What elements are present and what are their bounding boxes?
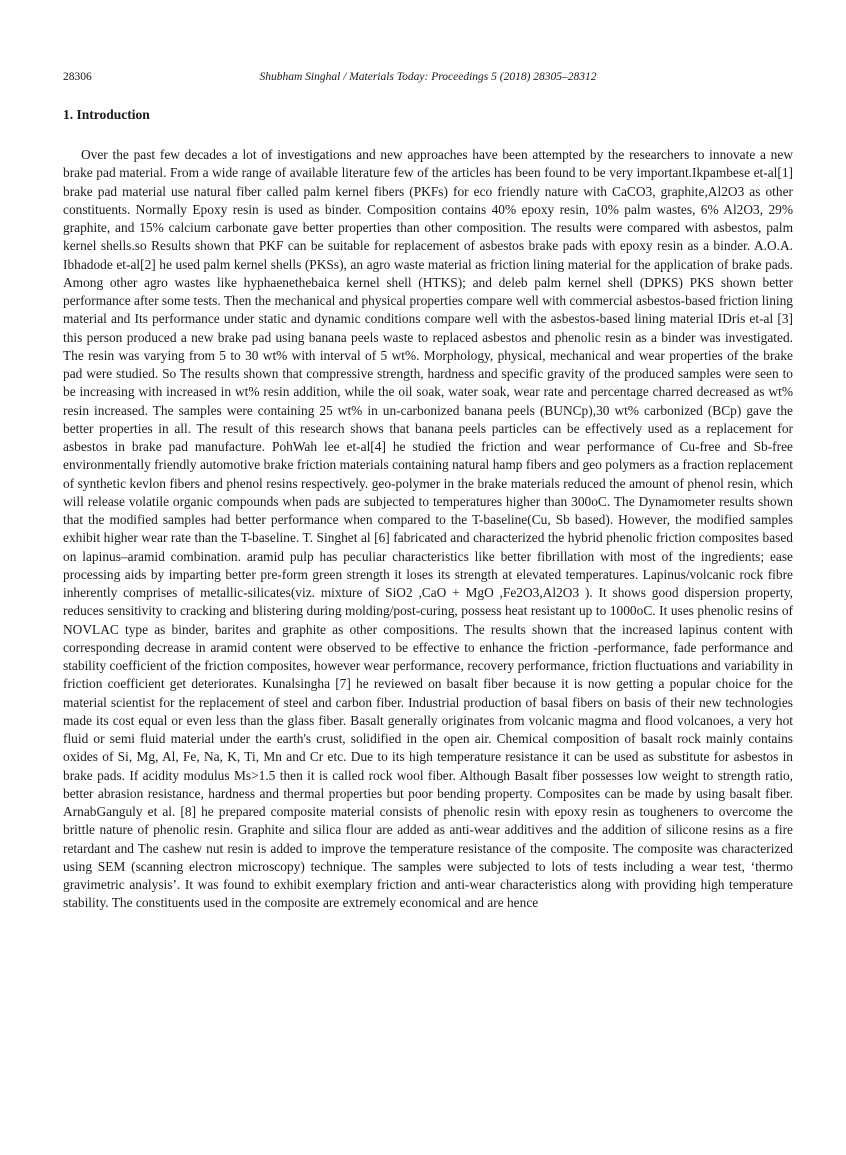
body-paragraph: Over the past few decades a lot of investigations and new approaches have been attempted by the researchers to innovate a new brake pad material. From a wide range of available literature few of the articles has been found to be very important.Ikpambese et-al[1] brake pad material use natural fiber called palm kernel fibers (PKFs) for eco friendly nature with CaCO3, graphite,Al2O3 as other constituents. Normally Epoxy resin is used as binder. Composition contains 40% epoxy resin, 10% palm wastes, 6% Al2O3, 29% graphite, and 15% calcium carbonate gave better properties than other composition. The results were compared with asbestos, palm kernel shells.so Results shown that PKF can be suitable for replacement of asbestos brake pads with epoxy resin as a binder. A.O.A. Ibhadode et-al[2] he used palm kernel shells (PKSs), an agro waste material as friction lining material for the application of brake pads. Among other agro wastes like hyphaenethebaica kernel shell (HTKS); and deleb palm kernel shell (DPKS) PKS shown better performance after some tests. Then the mechanical and physical properties compare well with commercial asbestos-based friction lining material and Its performance under static and dynamic conditions compare well with the asbestos-based lining material IDris et-al [3] this person produced a new brake pad using banana peels waste to replaced asbestos and phenolic resin as a binder was investigated. The resin was varying from 5 to 30 wt% with interval of 5 wt%. Morphology, physical, mechanical and wear properties of the brake pad were studied. So The results shown that compressive strength, hardness and specific gravity of the produced samples were seen to be increasing with increased in wt% resin addition, while the oil soak, water soak, wear rate and percentage charred decreased as wt% resin increased. The samples were containing 25 wt% in un-carbonized banana peels (BUNCp),30 wt% carbonized (BCp) gave the better properties in all. The result of this research shows that banana peels particles can be effectively used as a replacement for asbestos in brake pad manufacture. PohWah lee et-al[4] he studied the friction and wear performance of Cu-free and Sb-free environmentally friendly automotive brake friction materials containing natural hamp fibers and geo polymers as a fraction replacement of synthetic kevlon fibers and phenol resins respectively. geo-polymer in the brake materials reduced the amount of phenol resin, which will release volatile organic compounds when pads are subjected to temperatures higher than 300oC. The Dynamometer results shown that the modified samples had better performance when compared to the T-baseline(Cu, Sb based). However, the modified samples exhibit higher wear rate than the T-baseline. T. Singhet al [6] fabricated and characterized the hybrid phenolic friction composites based on lapinus–aramid combination. aramid pulp has peculiar characteristics like better fibrillation with most of the ingredients; ease processing aids by imparting better pre-form green strength it loses its strength at elevated temperatures. Lapinus/volcanic rock fibre inherently comprises of metallic-silicates(viz. mixture of SiO2 ,CaO + MgO ,Fe2O3,Al2O3 ). It shows good dispersion property, reduces sensitivity to cracking and blistering during molding/post-curing, possess heat resistant up to 1000oC. It uses phenolic resins of NOVLAC type as binder, barites and graphite as other compositions. The results shown that the increased lapinus content with corresponding decrease in aramid content were observed to be effective to enhance the friction -performance, fade performance and stability coefficient of the friction composites, however wear performance, recovery performance, friction fluctuations and variability in friction coefficient get deteriorates. Kunalsingha [7] he reviewed on basalt fiber because it is now getting a popular choice for the material scientist for the replacement of steel and carbon fiber. Industrial production of basal fibers on basis of their new technologies made its cost equal or even less than the glass fiber. Basalt generally originates from volcanic magma and flood volcanoes, a very hot fluid or semi fluid material under the earth's crust, solidified in the open air. Chemical composition of basalt rock mainly contains oxides of Si, Mg, Al, Fe, Na, K, Ti, Mn and Cr etc. Due to its high temperature resistance it can be used as substitute for asbestos in brake pads. If acidity modulus Ms>1.5 then it is called rock wool fiber. Although Basalt fiber possesses low weight to strength ratio, better abrasion resistance, hardness and thermal properties but poor bending property. Composites can be made by using basalt fiber. ArnabGanguly et al. [8] he prepared composite material consists of phenolic resin with epoxy resin as tougheners to overcome the brittle nature of phenolic resin. Graphite and silica flour are added as anti-wear additives and the addition of silicone resins as a fire retardant and The cashew nut resin is added to improve the temperature resistance of the composite. The composite was characterized using SEM (scanning electron microscopy) technique. The samples were subjected to lots of tests including a wear test, ‘thermo gravimetric analysis’. It was found to exhibit exemplary friction and anti-wear characteristics along with providing high temperature stability. The constituents used in the composite are extremely economical and are hence (63, 147, 793, 911)
page-number: 28306 (63, 71, 92, 83)
running-head: Shubham Singhal / Materials Today: Proceedings 5 (2018) 28305–28312 (259, 71, 597, 83)
page-header (63, 71, 793, 87)
section-heading: 1. Introduction (63, 107, 150, 122)
